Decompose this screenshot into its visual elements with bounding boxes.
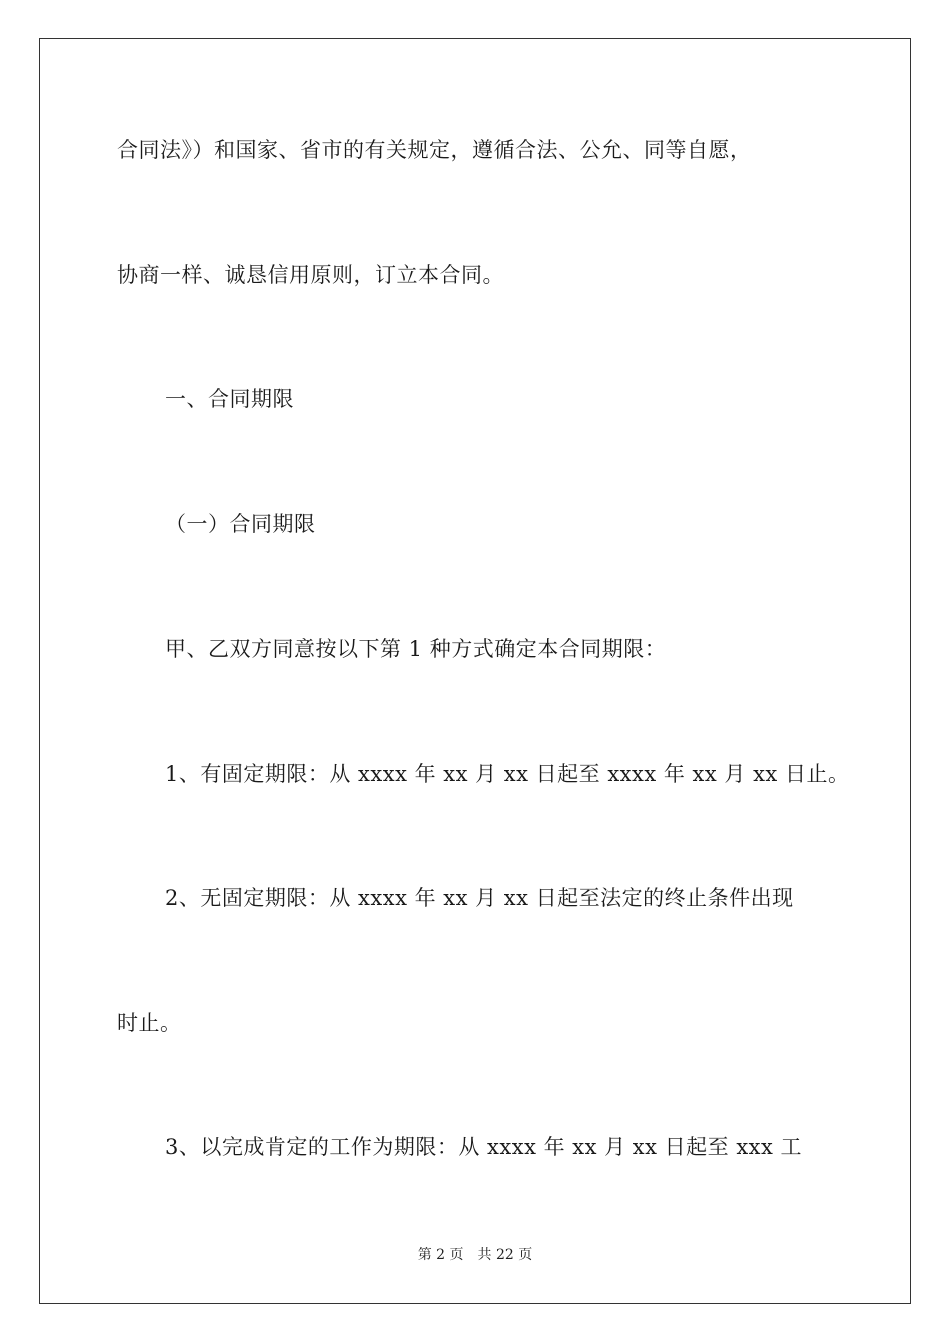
total-pages: 共 22 页 [477,1247,533,1263]
subsection-heading: （一）合同期限 [165,512,316,536]
list-item: 3、以完成肯定的工作为期限：从 xxxx 年 xx 月 xx 日起至 xxx 工 [165,1135,803,1159]
page-number: 第 2 页 [417,1247,464,1263]
body-text-line: 甲、乙双方同意按以下第 1 种方式确定本合同期限： [165,637,667,661]
list-item-continuation: 时止。 [117,1011,182,1035]
page-footer [0,1246,950,1264]
body-text-line: 合同法》）和国家、省市的有关规定，遵循合法、公允、同等自愿， [117,138,752,162]
list-item: 1、有固定期限：从 xxxx 年 xx 月 xx 日起至 xxxx 年 xx 月 xx 日止。 [165,762,850,786]
list-item: 2、无固定期限：从 xxxx 年 xx 月 xx 日起至法定的终止条件出现 [165,886,794,910]
body-text-line: 协商一样、诚恳信用原则，订立本合同。 [117,263,504,287]
section-heading: 一、合同期限 [165,387,294,411]
page-border [39,38,911,1304]
